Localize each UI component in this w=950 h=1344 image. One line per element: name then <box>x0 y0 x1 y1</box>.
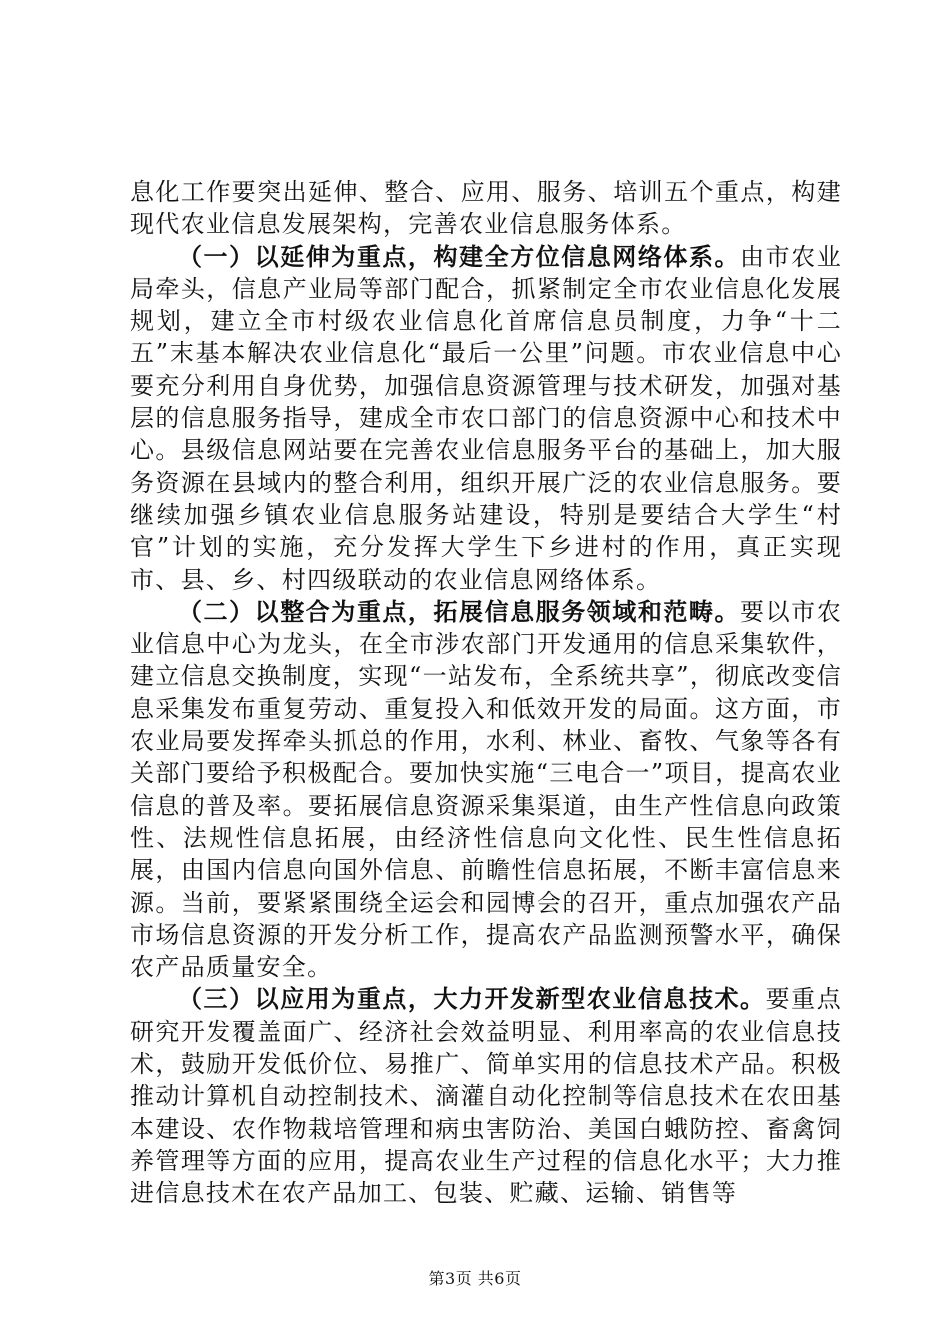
paragraph-section-2 <box>130 596 842 984</box>
paragraph-intro <box>130 176 842 241</box>
paragraph-body: 由市农业局牵头，信息产业局等部门配合，抓紧制定全市农业信息化发展规划，建立全市村级农业信息化首席信息员制度，力争“十二五”末基本解决农业信息化“最后一公里”问题。市农业信息中心要充分利用自身优势，加强信息资源管理与技术研发，加强对基层的信息服务指导，建成全市农口部门的信息资源中心和技术中心。县级信息网站要在完善农业信息服务平台的基础上，加大服务资源在县域内的整合利用，组织开展广泛的农业信息服务。要继续加强乡镇农业信息服务站建设，特别是要结合大学生“村官”计划的实施，充分发挥大学生下乡进村的作用，真正实现市、县、乡、村四级联动的农业信息网络体系。 <box>130 242 842 594</box>
paragraph-section-1 <box>130 241 842 596</box>
section-heading: （一）以延伸为重点，构建全方位信息网络体系。 <box>178 242 741 271</box>
paragraph-section-3 <box>130 983 842 1209</box>
section-heading: （三）以应用为重点，大力开发新型农业信息技术。 <box>178 985 766 1014</box>
paragraph-body: 息化工作要突出延伸、整合、应用、服务、培训五个重点，构建现代农业信息发展架构，完善农业信息服务体系。 <box>130 178 842 239</box>
page-footer <box>0 1266 950 1289</box>
document-body <box>130 176 842 1210</box>
section-heading: （二）以整合为重点，拓展信息服务领域和范畴。 <box>178 597 741 626</box>
page-number: 第3页 共6页 <box>428 1269 522 1288</box>
paragraph-body: 要重点研究开发覆盖面广、经济社会效益明显、利用率高的农业信息技术，鼓励开发低价位、易推广、简单实用的信息技术产品。积极推动计算机自动控制技术、滴灌自动化控制等信息技术在农田基本建设、农作物栽培管理和病虫害防治、美国白蛾防控、畜禽饲养管理等方面的应用，提高农业生产过程的信息化水平；大力推进信息技术在农产品加工、包装、贮藏、运输、销售等 <box>130 985 842 1208</box>
paragraph-body: 要以市农业信息中心为龙头，在全市涉农部门开发通用的信息采集软件，建立信息交换制度，实现“一站发布，全系统共享”，彻底改变信息采集发布重复劳动、重复投入和低效开发的局面。这方面，市农业局要发挥牵头抓总的作用，水利、林业、畜牧、气象等各有关部门要给予积极配合。要加快实施“三电合一”项目，提高农业信息的普及率。要拓展信息资源采集渠道，由生产性信息向政策性、法规性信息拓展，由经济性信息向文化性、民生性信息拓展，由国内信息向国外信息、前瞻性信息拓展，不断丰富信息来源。当前，要紧紧围绕全运会和园博会的召开，重点加强农产品市场信息资源的开发分析工作，提高农产品监测预警水平，确保农产品质量安全。 <box>130 597 842 982</box>
